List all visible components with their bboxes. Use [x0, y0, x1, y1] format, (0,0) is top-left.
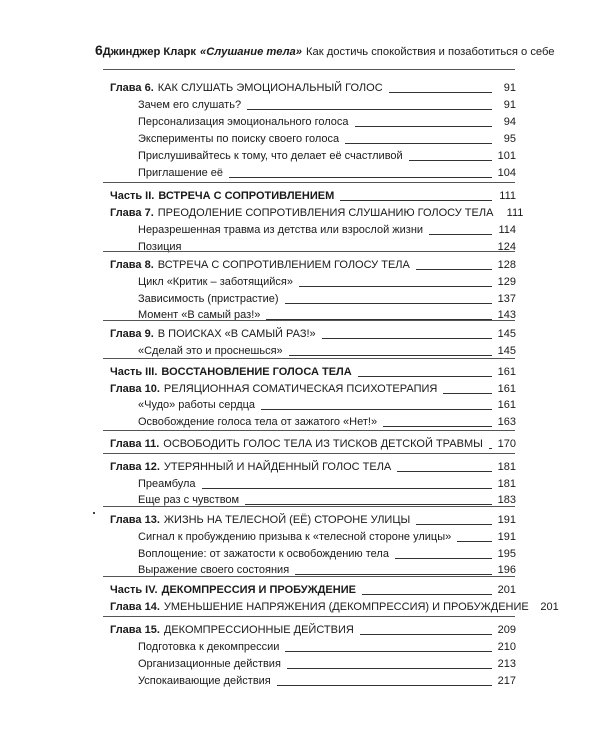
toc-entry-section [138, 529, 516, 544]
entry-page: 201 [497, 584, 516, 596]
entry-title: УТЕРЯННЫЙ И НАЙДЕННЫЙ ГОЛОС ТЕЛА [163, 461, 392, 473]
entry-page: 143 [497, 309, 516, 321]
entry-page: 104 [497, 167, 516, 179]
entry-title: Персонализация эмоционального голоса [138, 116, 349, 128]
entry-page: 163 [497, 416, 516, 428]
entry-title: Неразрешенная травма из детства или взрослой жизни [138, 224, 424, 236]
entry-title: РЕЛЯЦИОННАЯ СОМАТИЧЕСКАЯ ПСИХОТЕРАПИЯ [163, 383, 438, 395]
toc-entry-chapter [110, 381, 516, 396]
entry-title: «Сделай это и проснешься» [138, 345, 283, 357]
leader-line [409, 159, 492, 161]
toc-entry-section [138, 397, 516, 412]
entry-title: ДЕКОМПРЕССИЯ И ПРОБУЖДЕНИЕ [161, 584, 356, 596]
header-book-title: «Слушание тела» [199, 46, 302, 58]
leader-line [289, 354, 492, 356]
entry-page: 129 [497, 276, 516, 288]
entry-page: 128 [497, 259, 516, 271]
leader-line [358, 375, 492, 377]
page-number: 6 [95, 42, 103, 58]
section-divider [103, 576, 515, 577]
entry-title: «Чудо» работы сердца [138, 399, 256, 411]
entry-title: Момент «В самый раз!» [138, 309, 261, 321]
print-speck [93, 512, 95, 514]
entry-title: Сигнал к пробуждению призыва к «телесной стороне улицы» [138, 531, 452, 543]
toc-entry-section [138, 114, 516, 129]
toc-entry-chapter [110, 436, 516, 451]
header-subtitle: Как достичь спокойствия и позаботиться о себе [305, 46, 555, 58]
entry-page: 181 [497, 478, 516, 490]
entry-title: Зачем его слушать? [138, 99, 242, 111]
entry-title: Подготовка к декомпрессии [138, 641, 280, 653]
entry-label: Часть IV. [110, 584, 158, 596]
leader-line [285, 302, 492, 304]
entry-label: Часть III. [110, 366, 158, 378]
entry-page: 137 [497, 293, 516, 305]
entry-label: Глава 12. [110, 461, 160, 473]
entry-label: Глава 15. [110, 624, 160, 636]
entry-label: Глава 13. [110, 514, 160, 526]
section-divider [103, 616, 515, 617]
entry-label: Глава 10. [110, 383, 160, 395]
header-author: Джинджер Кларк [102, 46, 196, 58]
entry-label: Глава 7. [110, 207, 154, 219]
toc-entry-section [138, 222, 516, 237]
toc-entry-section [138, 639, 516, 654]
section-divider [103, 358, 515, 359]
entry-title: ОСВОБОДИТЬ ГОЛОС ТЕЛА ИЗ ТИСКОВ ДЕТСКОЙ ТРАВМЫ [163, 438, 483, 450]
toc-entry-chapter [110, 257, 516, 272]
leader-line [277, 684, 492, 686]
toc-entry-part [110, 364, 516, 379]
entry-page: 161 [497, 383, 516, 395]
toc-entry-section [138, 291, 516, 306]
entry-page: 95 [503, 133, 516, 145]
toc-entry-section [138, 546, 516, 561]
leader-line [429, 233, 492, 235]
entry-page: 145 [497, 345, 516, 357]
toc-entry-part [110, 188, 516, 203]
leader-line [489, 447, 492, 449]
leader-line [340, 199, 492, 201]
entry-title: Воплощение: от зажатости к освобождению тела [138, 548, 389, 560]
entry-page: 124 [497, 241, 516, 253]
entry-title: Зависимость (пристрастие) [138, 293, 279, 305]
leader-line [383, 425, 492, 427]
entry-page: 111 [506, 207, 524, 219]
toc-entry-chapter [110, 459, 516, 474]
entry-page: 91 [503, 99, 516, 111]
toc-entry-section [138, 656, 516, 671]
entry-page: 213 [497, 658, 516, 670]
leader-line [285, 650, 492, 652]
section-divider [103, 182, 515, 183]
entry-page: 209 [497, 624, 516, 636]
toc-entry-section [138, 165, 516, 180]
entry-label: Глава 8. [110, 259, 154, 271]
toc-entry-chapter [110, 599, 559, 614]
entry-title: Организационные действия [138, 658, 281, 670]
entry-title: Эксперименты по поиску своего голоса [138, 133, 340, 145]
toc-entry-section [138, 562, 516, 577]
toc-entry-section [138, 148, 516, 163]
toc-entry-section [138, 414, 516, 429]
leader-line [362, 593, 492, 595]
entry-page: 161 [497, 366, 516, 378]
entry-title: УМЕНЬШЕНИЕ НАПРЯЖЕНИЯ (ДЕКОМПРЕССИЯ) И ПРОБУЖДЕНИЕ [163, 601, 529, 613]
entry-label: Глава 14. [110, 601, 160, 613]
leader-line [322, 337, 492, 339]
section-divider [103, 430, 515, 431]
entry-title: Приглашение её [138, 167, 224, 179]
toc-entry-chapter [110, 326, 516, 341]
entry-title: ЖИЗНЬ НА ТЕЛЕСНОЙ (ЕЁ) СТОРОНЕ УЛИЦЫ [163, 514, 411, 526]
entry-page: 191 [497, 514, 516, 526]
leader-line [345, 142, 492, 144]
entry-page: 191 [497, 531, 516, 543]
entry-label: Глава 6. [110, 82, 154, 94]
entry-page: 94 [503, 116, 516, 128]
entry-title: Успокаивающие действия [138, 675, 271, 687]
toc-entry-section [138, 274, 516, 289]
entry-page: 217 [497, 675, 516, 687]
entry-page: 170 [497, 438, 516, 450]
entry-title: Выражение своего состояния [138, 564, 290, 576]
entry-title: КАК СЛУШАТЬ ЭМОЦИОНАЛЬНЫЙ ГОЛОС [157, 82, 383, 94]
entry-title: ВОССТАНОВЛЕНИЕ ГОЛОСА ТЕЛА [161, 366, 352, 378]
toc-entry-section [138, 97, 516, 112]
leader-line [457, 540, 492, 542]
leader-line [443, 392, 492, 394]
toc-entry-part [110, 582, 516, 597]
toc-entry-section [138, 343, 516, 358]
entry-page: 91 [503, 82, 516, 94]
leader-line [397, 470, 492, 472]
leader-line [247, 108, 492, 110]
entry-page: 161 [497, 399, 516, 411]
section-divider [103, 320, 515, 321]
leader-line [261, 408, 492, 410]
entry-title: ДЕКОМПРЕССИОННЫЕ ДЕЙСТВИЯ [163, 624, 354, 636]
entry-page: 196 [497, 564, 516, 576]
leader-line [245, 503, 492, 505]
entry-page: 145 [497, 328, 516, 340]
entry-title: Прислушивайтесь к тому, что делает её счастливой [138, 150, 403, 162]
leader-line [416, 268, 492, 270]
toc-entry-section [138, 492, 516, 507]
entry-title: Позиция [138, 241, 182, 253]
entry-page: 101 [497, 150, 516, 162]
entry-page: 181 [497, 461, 516, 473]
section-divider [103, 251, 515, 252]
leader-line [287, 667, 492, 669]
toc-entry-chapter [110, 622, 516, 637]
toc-entry-chapter [110, 205, 524, 220]
entry-page: 195 [497, 548, 516, 560]
toc-entry-section [138, 476, 516, 491]
entry-title: ВСТРЕЧА С СОПРОТИВЛЕНИЕМ ГОЛОСУ ТЕЛА [157, 259, 410, 271]
leader-line [202, 487, 492, 489]
entry-label: Часть II. [110, 190, 155, 202]
leader-line [389, 91, 492, 93]
leader-line [299, 285, 492, 287]
entry-title: В ПОИСКАХ «В САМЫЙ РАЗ!» [157, 328, 316, 340]
entry-title: ПРЕОДОЛЕНИЕ СОПРОТИВЛЕНИЯ СЛУШАНИЮ ГОЛОСУ ТЕЛА [157, 207, 494, 219]
toc-entry-chapter [110, 512, 516, 527]
entry-label: Глава 11. [110, 438, 160, 450]
leader-line [395, 557, 492, 559]
section-divider [103, 453, 515, 454]
entry-title: Еще раз с чувством [138, 494, 240, 506]
entry-label: Глава 9. [110, 328, 154, 340]
toc-entry-chapter [110, 80, 516, 95]
toc-entry-section [138, 131, 516, 146]
section-divider [103, 506, 515, 507]
entry-page: 114 [498, 224, 516, 236]
entry-title: ВСТРЕЧА С СОПРОТИВЛЕНИЕМ [158, 190, 335, 202]
toc-entry-section [138, 673, 516, 688]
entry-title: Цикл «Критик – заботящийся» [138, 276, 293, 288]
entry-title: Освобождение голоса тела от зажатого «Нет!» [138, 416, 378, 428]
entry-page: 210 [497, 641, 516, 653]
entry-page: 183 [497, 494, 516, 506]
entry-page: 111 [499, 190, 516, 202]
entry-title: Преамбула [138, 478, 196, 490]
leader-line [360, 633, 492, 635]
section-divider [103, 69, 515, 70]
leader-line [229, 176, 492, 178]
leader-line [295, 573, 492, 575]
leader-line [416, 523, 492, 525]
entry-page: 201 [540, 601, 559, 613]
leader-line [355, 125, 492, 127]
